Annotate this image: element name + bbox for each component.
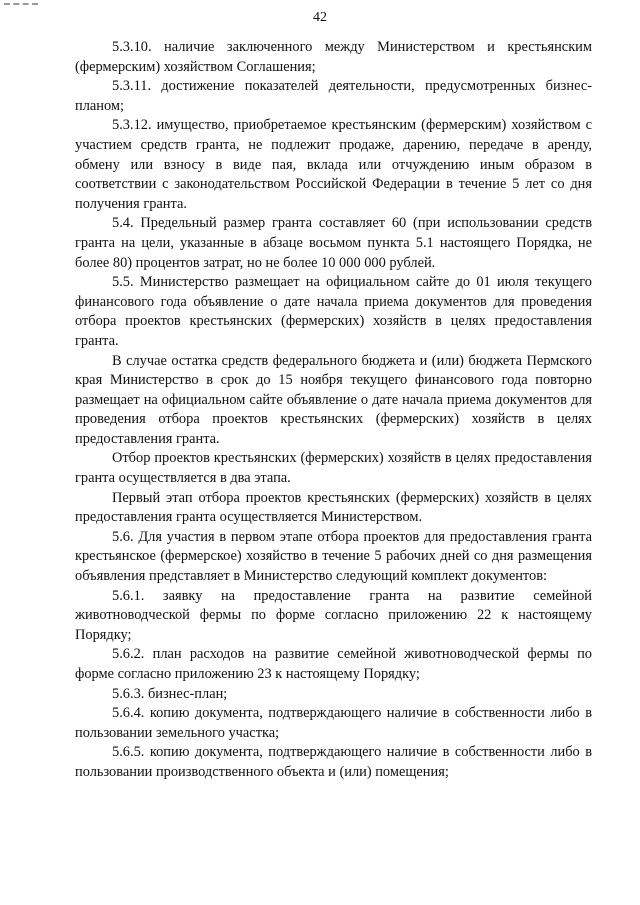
paragraph-selection-stages: Отбор проектов крестьянских (фермерских) хозяйств в целях предоставления гранта осуществляется в два этапа.	[75, 450, 592, 487]
scan-corner-mark	[4, 3, 38, 5]
paragraph-5-3-10: 5.3.10. наличие заключенного между Министерством и крестьянским (фермерским) хозяйством Соглашения;	[75, 39, 592, 75]
paragraph-5-6-1: 5.6.1. заявку на предоставление гранта на развитие семейной животноводческой фермы по форме согласно приложению 22 к настоящему Порядку;	[75, 587, 592, 643]
document-body	[75, 38, 592, 783]
paragraph-first-stage: Первый этап отбора проектов крестьянских (фермерских) хозяйств в целях предоставления гранта осуществляется Министерством.	[75, 489, 592, 526]
paragraph-remaining-funds: В случае остатка средств федерального бюджета и (или) бюджета Пермского края Министерство в срок до 15 ноября текущего финансового года повторно размещает на официальном сайте объявление о дате начала приема документов для проведения отбора проектов крестьянских (фермерских) хозяйств в целях предоставления гранта.	[75, 352, 592, 447]
paragraph-5-6-2: 5.6.2. план расходов на развитие семейной животноводческой фермы по форме согласно приложению 23 к настоящему Порядку;	[75, 646, 592, 682]
page-number: 42	[313, 10, 327, 25]
paragraph-5-4: 5.4. Предельный размер гранта составляет 60 (при использовании средств гранта на цели, указанные в абзаце восьмом пункта 5.1 настоящего Порядка, не более 80) процентов затрат, но не более 10 000 000 рублей.	[75, 215, 592, 271]
paragraph-5-6-4: 5.6.4. копию документа, подтверждающего наличие в собственности либо в пользовании земельного участка;	[75, 705, 592, 741]
paragraph-5-3-11: 5.3.11. достижение показателей деятельности, предусмотренных бизнес-планом;	[75, 78, 592, 114]
paragraph-5-6: 5.6. Для участия в первом этапе отбора проектов для предоставления гранта крестьянское (фермерское) хозяйство в течение 5 рабочих дней со дня размещения объявления представляет в Министерство следующий комплект документов:	[75, 528, 592, 585]
paragraph-5-6-3: 5.6.3. бизнес-план;	[112, 685, 228, 702]
paragraph-5-6-5: 5.6.5. копию документа, подтверждающего наличие в собственности либо в пользовании производственного объекта и (или) помещения;	[75, 744, 592, 780]
paragraph-5-3-12: 5.3.12. имущество, приобретаемое крестьянским (фермерским) хозяйством с участием средств гранта, не подлежит продаже, дарению, передаче в аренду, обмену или взносу в виде пая, вклада или отчуждению иным образом в соответствии с законодательством Российской Федерации в течение 5 лет со дня получения гранта.	[75, 117, 592, 212]
paragraph-5-5: 5.5. Министерство размещает на официальном сайте до 01 июля текущего финансового года объявление о дате начала приема документов для проведения отбора проектов крестьянских (фермерских) хозяйств в целях предоставления гранта.	[75, 274, 592, 349]
